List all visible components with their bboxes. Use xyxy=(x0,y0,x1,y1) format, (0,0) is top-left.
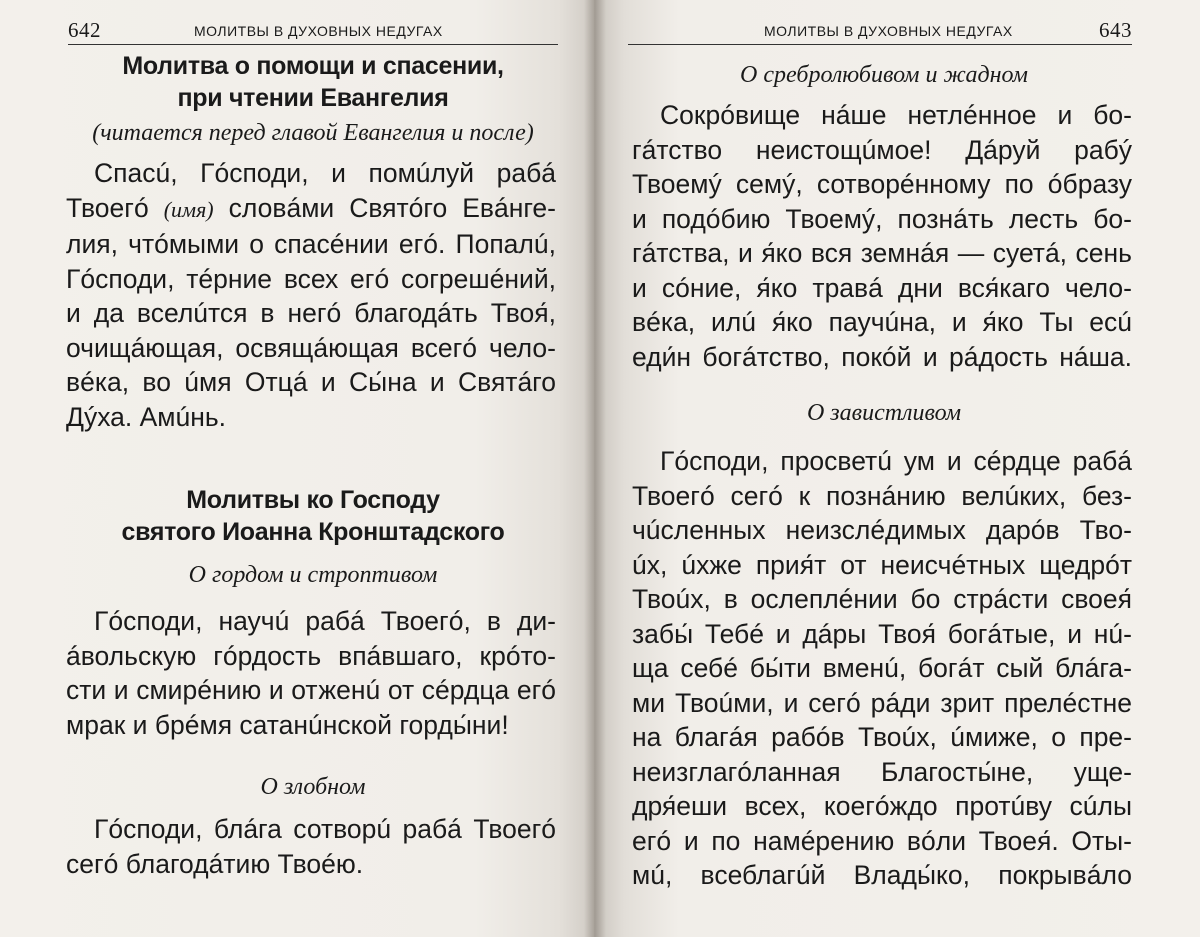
text-line: Спасú, Гóсподи, и помúлуй рабá xyxy=(94,158,556,188)
prayer-title-kronstadt xyxy=(68,484,558,548)
text-line: вéка, во úмя Отцá и Сы́на и Святáго xyxy=(66,367,556,397)
prayer-text-envious xyxy=(632,444,1132,893)
title-line: Молитвы ко Господу xyxy=(186,486,440,514)
text-line: егó и по намéрению вóли Твоея́. Оты- xyxy=(632,825,1132,856)
text-line: ми Твоúми, и сегó рáди зрит прелéстне xyxy=(632,687,1132,718)
right-running-head xyxy=(628,14,1132,45)
right-page-number: 643 xyxy=(1099,18,1132,42)
title-line: Молитва о помощи и спасении, xyxy=(122,52,504,80)
right-running-title: МОЛИТВЫ В ДУХОВНЫХ НЕДУГАХ xyxy=(764,23,1013,39)
title-line: святого Иоанна Кронштадского xyxy=(121,518,505,546)
prayer-title-gospel xyxy=(68,50,558,114)
text-line: Гóсподи, просветú ум и сéрдце рабá xyxy=(660,446,1132,476)
prayer-text-proud xyxy=(66,604,556,742)
prayer-text-greedy xyxy=(632,98,1132,374)
left-running-head xyxy=(68,14,558,45)
text-line: и подóбию Твоемý, познáть лесть бо- xyxy=(632,203,1132,234)
left-page xyxy=(0,0,594,937)
prayer-note: (читается перед главой Евангелия и после) xyxy=(92,120,534,146)
text-line: на благáя рабóв Твоúх, úмиже, о пре- xyxy=(632,722,1132,752)
subtitle-malicious: О злобном xyxy=(260,774,366,800)
text-line: Сокрóвище нáше нетлéнное и бо- xyxy=(660,100,1132,130)
text-line: Гóсподи, тéрние всех егó согрешéний, xyxy=(66,263,556,294)
text-line: лия, чтóмыми о спасéнии егó. Попалú, xyxy=(66,229,556,259)
text-line: ща себé бы́ти вменú, богáт сый блáга- xyxy=(632,653,1132,683)
text-line: и да вселúтся в негó благодáть Твоя́, xyxy=(66,298,556,328)
text-line: сегó благодáтию Твоéю. xyxy=(66,848,364,879)
text-line: сти и смирéнию и отженú от сéрдца егó xyxy=(66,675,556,705)
text-line: мú, всеблагúй Влады́ко, покрывáло xyxy=(632,860,1132,890)
text-line: очищáющая, освящáющая всегó чело- xyxy=(66,332,556,363)
text-line: и сóние, я́ко травá дни вся́каго чело- xyxy=(632,272,1132,303)
right-page xyxy=(594,0,1200,937)
text-line: еди́н богáтство, покóй и рáдость нáша. xyxy=(632,341,1132,372)
text-line: забы́ Тебé и дáры Твоя́ богáтые, и нú- xyxy=(632,618,1132,649)
book-gutter xyxy=(584,0,606,937)
text-line: неизглагóланная Благосты́не, уще- xyxy=(632,756,1132,787)
text-line: Твоегó сегó к познáнию велúких, без- xyxy=(632,480,1132,511)
text-line: чúсленных неизслéдимых дарóв Тво- xyxy=(632,515,1132,545)
text-line: вéка, илú я́ко паучúна, и я́ко Ты есú xyxy=(632,307,1132,337)
subtitle-greedy: О сребролюбивом и жадном xyxy=(740,62,1028,88)
text-fragment: Твоегó xyxy=(66,192,149,223)
text-line: дря́еши всех, коегóждо протúву сúлы xyxy=(632,791,1132,821)
left-page-number: 642 xyxy=(68,18,101,42)
text-line: úх, úхже прия́т от неисчéтных щедрóт xyxy=(632,549,1132,580)
inline-note: (имя) xyxy=(163,196,214,222)
title-line: при чтении Евангелия xyxy=(177,84,449,112)
prayer-text-malicious xyxy=(66,812,556,881)
text-line: Дýха. Амúнь. xyxy=(66,401,227,432)
text-line: Гóсподи, блáга сотворú рабá Твоегó xyxy=(94,814,556,844)
text-line: áвольскую гóрдость впáвшаго, крóто- xyxy=(66,640,556,671)
prayer-text-gospel xyxy=(66,156,556,434)
text-fragment: словáми Святóго Евáнге- xyxy=(213,192,556,223)
text-line: Твоúх, в ослеплéнии бо стрáсти своея́ xyxy=(632,584,1132,614)
text-line: гáтства, и я́ко вся земнáя — суетá, сень xyxy=(632,238,1132,268)
subtitle-envious: О завистливом xyxy=(806,400,962,426)
text-line: мрак и брéмя сатанúнской горды́ни! xyxy=(66,709,509,740)
text-line xyxy=(66,191,556,228)
subtitle-proud: О гордом и строптивом xyxy=(188,562,438,588)
left-running-title: МОЛИТВЫ В ДУХОВНЫХ НЕДУГАХ xyxy=(194,23,443,39)
text-line: Гóсподи, научú рабá Твоегó, в ди- xyxy=(94,606,556,636)
text-line: гáтство неистощúмое! Дáруй рабý xyxy=(632,134,1132,165)
text-line: Твоемý семý, сотворéнному по óбразу xyxy=(632,169,1132,199)
